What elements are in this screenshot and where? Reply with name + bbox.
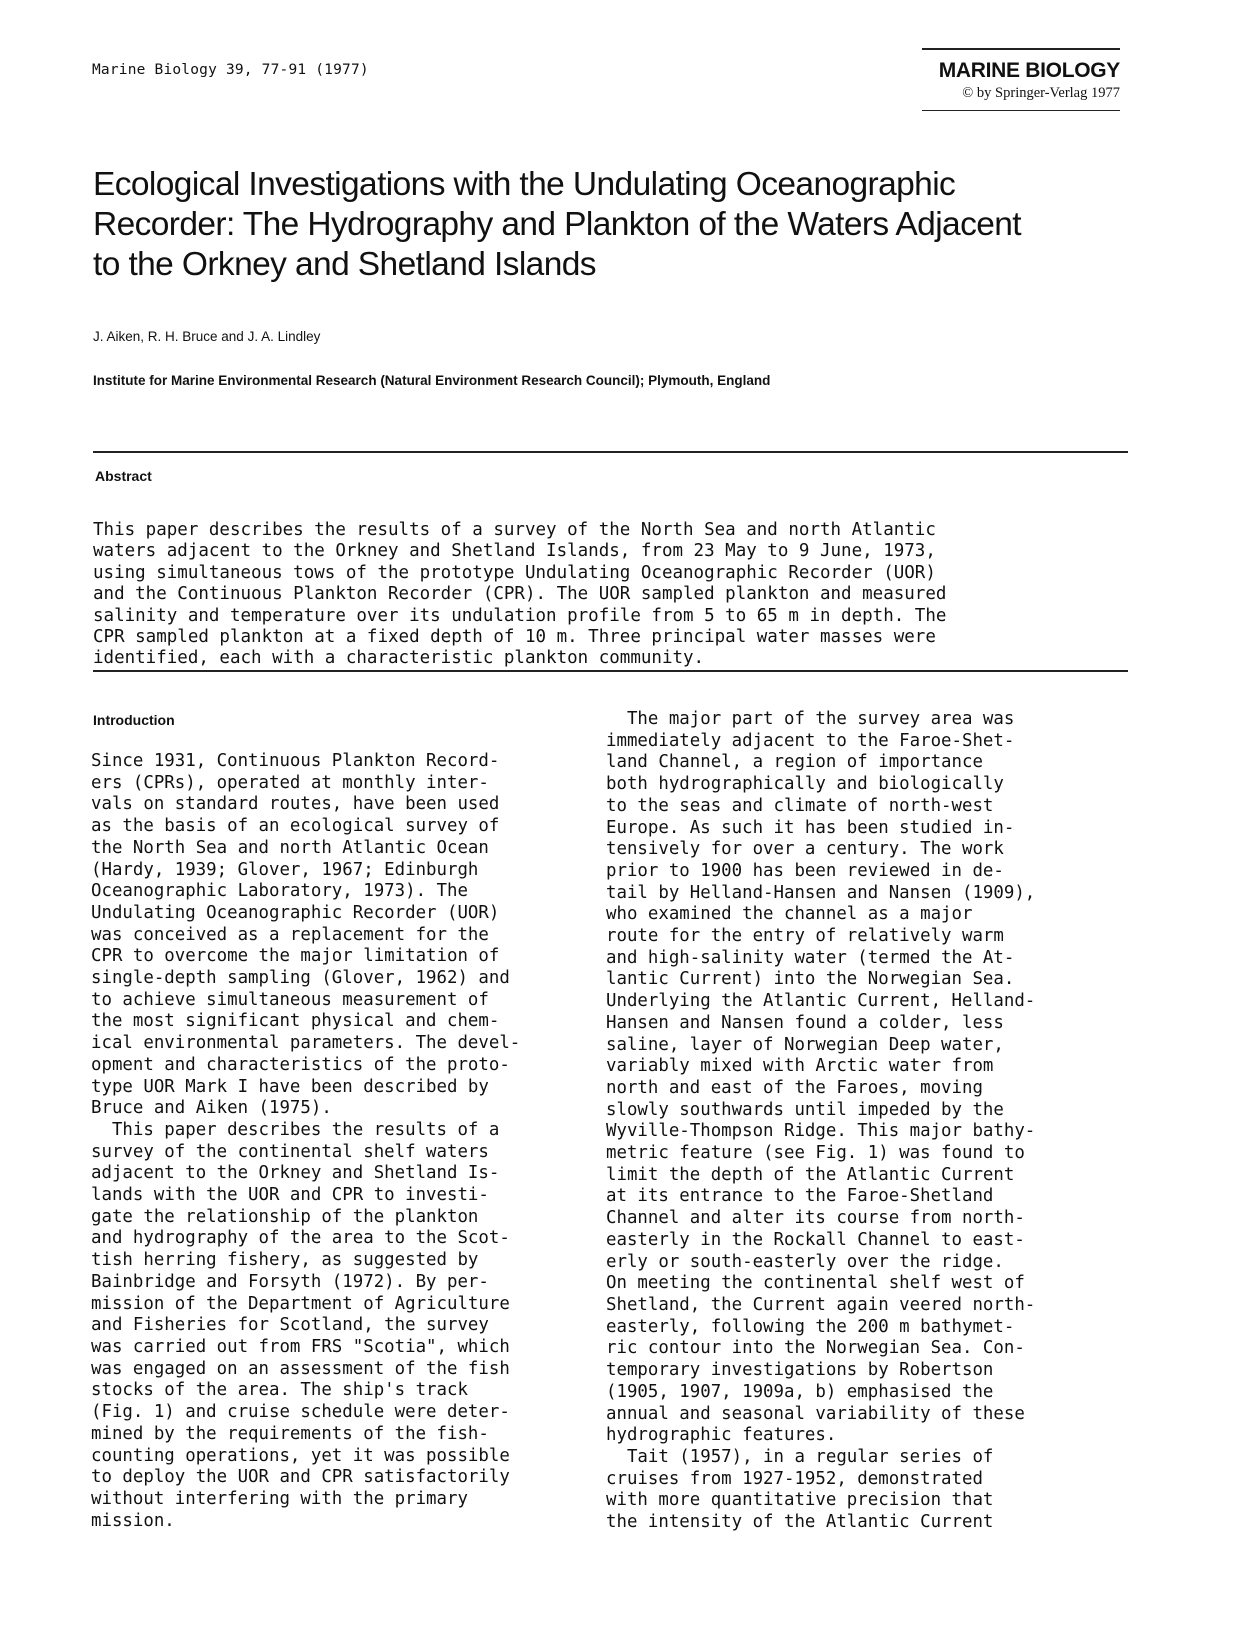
text-line: hydrographic features. bbox=[606, 1425, 837, 1446]
author-list: J. Aiken, R. H. Bruce and J. A. Lindley bbox=[93, 329, 321, 344]
text-line: variably mixed with Arctic water from bbox=[606, 1056, 994, 1077]
text-line: (1905, 1907, 1909a, b) emphasised the bbox=[606, 1381, 994, 1402]
text-line: ical environmental parameters. The devel- bbox=[91, 1033, 521, 1054]
text-line: tail by Helland-Hansen and Nansen (1909), bbox=[606, 882, 1036, 903]
text-line: metric feature (see Fig. 1) was found to bbox=[606, 1143, 1025, 1164]
text-line: Hansen and Nansen found a colder, less bbox=[606, 1012, 1004, 1033]
text-line: Tait (1957), in a regular series of bbox=[606, 1446, 994, 1467]
text-line: immediately adjacent to the Faroe-Shet- bbox=[606, 730, 1015, 751]
abstract-line: This paper describes the results of a survey of the North Sea and north Atlantic bbox=[93, 520, 936, 540]
text-line: and Fisheries for Scotland, the survey bbox=[91, 1315, 489, 1336]
text-line: the North Sea and north Atlantic Ocean bbox=[91, 837, 489, 858]
abstract-line: waters adjacent to the Orkney and Shetland Islands, from 23 May to 9 June, 1973, bbox=[93, 541, 936, 562]
text-line: with more quantitative precision that bbox=[606, 1490, 994, 1511]
text-line: temporary investigations by Robertson bbox=[606, 1360, 994, 1381]
text-line: easterly in the Rockall Channel to east- bbox=[606, 1229, 1025, 1250]
abstract-line: using simultaneous tows of the prototype Undulating Oceanographic Recorder (UOR) bbox=[93, 562, 936, 583]
text-line: as the basis of an ecological survey of bbox=[91, 816, 500, 837]
text-line: single-depth sampling (Glover, 1962) and bbox=[91, 968, 510, 989]
text-line: to deploy the UOR and CPR satisfactorily bbox=[91, 1467, 510, 1488]
text-line: Shetland, the Current again veered north- bbox=[606, 1294, 1036, 1315]
text-line: Undulating Oceanographic Recorder (UOR) bbox=[91, 902, 500, 923]
paper-title bbox=[93, 165, 1193, 285]
text-line: and hydrography of the area to the Scot- bbox=[91, 1228, 510, 1249]
text-line: annual and seasonal variability of these bbox=[606, 1403, 1025, 1424]
text-line: tish herring fishery, as suggested by bbox=[91, 1250, 479, 1271]
text-line: easterly, following the 200 m bathymet- bbox=[606, 1316, 1015, 1337]
title-line: Ecological Investigations with the Undulating Oceanographic bbox=[93, 166, 956, 203]
text-line: (Hardy, 1939; Glover, 1967; Edinburgh bbox=[91, 859, 479, 880]
text-line: saline, layer of Norwegian Deep water, bbox=[606, 1034, 1004, 1055]
abstract-top-divider bbox=[93, 451, 1128, 453]
text-line: adjacent to the Orkney and Shetland Is- bbox=[91, 1163, 500, 1184]
text-line: ric contour into the Norwegian Sea. Con- bbox=[606, 1338, 1025, 1359]
copyright-notice: © by Springer-Verlag 1977 bbox=[962, 84, 1120, 101]
text-line: to the seas and climate of north-west bbox=[606, 795, 994, 816]
text-line: survey of the continental shelf waters bbox=[91, 1141, 489, 1162]
introduction-right-column bbox=[606, 709, 1035, 1534]
text-line: (Fig. 1) and cruise schedule were deter- bbox=[91, 1402, 510, 1423]
abstract-bottom-divider bbox=[93, 670, 1128, 672]
text-line: lantic Current) into the Norwegian Sea. bbox=[606, 969, 1015, 990]
text-line: ers (CPRs), operated at monthly inter- bbox=[91, 772, 489, 793]
journal-citation: Marine Biology 39, 77-91 (1977) bbox=[92, 62, 369, 78]
text-line: was conceived as a replacement for the bbox=[91, 924, 489, 945]
text-line: On meeting the continental shelf west of bbox=[606, 1273, 1025, 1294]
text-line: Bruce and Aiken (1975). bbox=[91, 1098, 332, 1119]
text-line: both hydrographically and biologically bbox=[606, 774, 1004, 795]
text-line: opment and characteristics of the proto- bbox=[91, 1054, 510, 1075]
text-line: counting operations, yet it was possible bbox=[91, 1445, 510, 1466]
text-line: Channel and alter its course from north- bbox=[606, 1208, 1025, 1229]
introduction-left-column bbox=[91, 751, 520, 1532]
text-line: to achieve simultaneous measurement of bbox=[91, 989, 489, 1010]
text-line: the intensity of the Atlantic Current bbox=[606, 1512, 994, 1533]
journal-masthead bbox=[922, 48, 1120, 111]
text-line: Wyville-Thompson Ridge. This major bathy- bbox=[606, 1121, 1036, 1142]
abstract-line: and the Continuous Plankton Recorder (CPR). The UOR sampled plankton and measured bbox=[93, 584, 947, 605]
text-line: mission of the Department of Agriculture bbox=[91, 1293, 510, 1314]
affiliation: Institute for Marine Environmental Research (Natural Environment Research Council); Plymouth, England bbox=[93, 373, 771, 388]
text-line: route for the entry of relatively warm bbox=[606, 926, 1004, 947]
text-line: The major part of the survey area was bbox=[606, 709, 1015, 729]
text-line: cruises from 1927-1952, demonstrated bbox=[606, 1468, 983, 1489]
text-line: This paper describes the results of a bbox=[91, 1119, 500, 1140]
text-line: was carried out from FRS "Scotia", which bbox=[91, 1336, 510, 1357]
text-line: land Channel, a region of importance bbox=[606, 752, 983, 773]
text-line: Europe. As such it has been studied in- bbox=[606, 817, 1015, 838]
masthead-bottom-rule bbox=[922, 110, 1120, 112]
text-line: type UOR Mark I have been described by bbox=[91, 1076, 489, 1097]
introduction-heading: Introduction bbox=[93, 712, 175, 728]
journal-name: MARINE BIOLOGY bbox=[938, 58, 1120, 82]
title-line: to the Orkney and Shetland Islands bbox=[93, 246, 596, 283]
text-line: gate the relationship of the plankton bbox=[91, 1206, 479, 1227]
text-line: slowly southwards until impeded by the bbox=[606, 1099, 1004, 1120]
text-line: prior to 1900 has been reviewed in de- bbox=[606, 860, 1004, 881]
abstract-line: salinity and temperature over its undulation profile from 5 to 65 m in depth. The bbox=[93, 605, 947, 626]
text-line: the most significant physical and chem- bbox=[91, 1011, 500, 1032]
text-line: tensively for over a century. The work bbox=[606, 839, 1004, 860]
text-line: mined by the requirements of the fish- bbox=[91, 1423, 489, 1444]
text-line: and high-salinity water (termed the At- bbox=[606, 947, 1015, 968]
text-line: erly or south-easterly over the ridge. bbox=[606, 1251, 1004, 1272]
text-line: Underlying the Atlantic Current, Helland- bbox=[606, 991, 1036, 1012]
text-line: at its entrance to the Faroe-Shetland bbox=[606, 1186, 994, 1207]
text-line: Bainbridge and Forsyth (1972). By per- bbox=[91, 1271, 489, 1292]
abstract-line: identified, each with a characteristic plankton community. bbox=[93, 648, 705, 669]
text-line: who examined the channel as a major bbox=[606, 904, 973, 925]
text-line: limit the depth of the Atlantic Current bbox=[606, 1164, 1015, 1185]
masthead-top-rule bbox=[922, 48, 1120, 50]
abstract-line: CPR sampled plankton at a fixed depth of 10 m. Three principal water masses were bbox=[93, 627, 936, 648]
abstract-body bbox=[93, 520, 1138, 670]
text-line: lands with the UOR and CPR to investi- bbox=[91, 1185, 489, 1206]
text-line: was engaged on an assessment of the fish bbox=[91, 1358, 510, 1379]
text-line: north and east of the Faroes, moving bbox=[606, 1077, 983, 1098]
text-line: CPR to overcome the major limitation of bbox=[91, 946, 500, 967]
text-line: Since 1931, Continuous Plankton Record- bbox=[91, 751, 500, 771]
title-line: Recorder: The Hydrography and Plankton of the Waters Adjacent bbox=[93, 206, 1021, 243]
text-line: stocks of the area. The ship's track bbox=[91, 1380, 468, 1401]
text-line: without interfering with the primary bbox=[91, 1488, 468, 1509]
text-line: vals on standard routes, have been used bbox=[91, 794, 500, 815]
text-line: mission. bbox=[91, 1510, 175, 1531]
abstract-heading: Abstract bbox=[95, 468, 152, 484]
text-line: Oceanographic Laboratory, 1973). The bbox=[91, 881, 468, 902]
